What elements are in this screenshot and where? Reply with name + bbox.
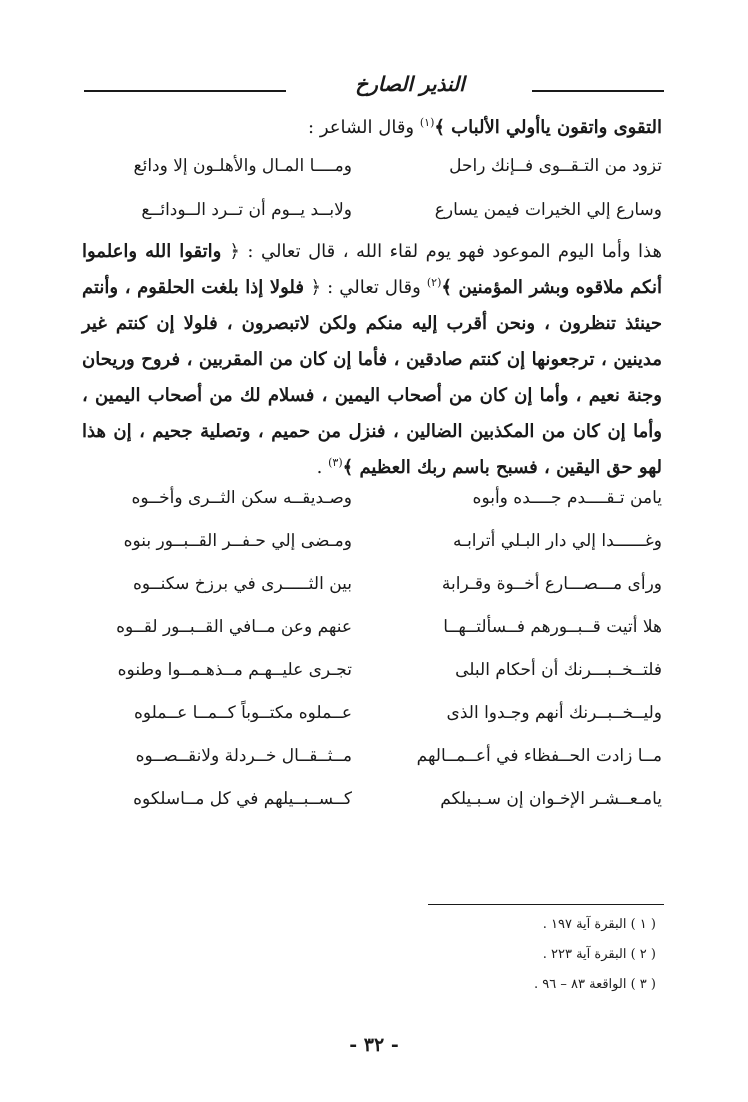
verse-first-hemistich: وليــخــبــرنك أنهم وجـدوا الذى [446, 703, 662, 723]
footnote-2: ( ٢ ) البقرة آية ٢٢٣ . [542, 947, 656, 962]
header-rule-right [532, 90, 664, 92]
poem-verse [82, 200, 662, 230]
footnote-ref-1: (١) [419, 116, 435, 129]
quran-verse: واتقوا الله واعلموا أنكم ملاقوه وبشر المؤمنين ﴾ [82, 241, 662, 298]
paragraph-intro [82, 110, 662, 146]
poem-verse [82, 617, 662, 647]
footnote-ref-2: (٢) [426, 276, 442, 289]
paragraph-quran [82, 234, 662, 486]
verse-first-hemistich: وسارع إلي الخيرات فيمن يسارع [434, 200, 662, 220]
verse-first-hemistich: هلا أتيت قــبــورهم فــسألتــهــا [443, 617, 662, 637]
verse-first-hemistich: فلتــخــبـــرنك أن أحكام البلى [455, 660, 662, 680]
verse-first-hemistich: تزود من التـقــوى فــإنك راحل [449, 156, 662, 176]
paragraph-text: وقال الشاعر : [308, 117, 420, 138]
verse-second-hemistich: بين الثـــــرى في برزخ سكنــوه [132, 574, 352, 594]
footnote-separator [428, 904, 664, 905]
paragraph-text: . [316, 457, 329, 478]
paragraph-text: هذا وأما اليوم الموعود فهو يوم لقاء الله ، قال تعالي : ﴿ [229, 241, 662, 262]
verse-first-hemistich: يامـعــشـر الإخـوان إن سـبـيلكم [440, 789, 662, 809]
paragraph-text: وقال تعالي : ﴿ [310, 277, 427, 298]
poem-verse [82, 660, 662, 690]
verse-second-hemistich: عنهم وعن مــافي القــبــور لقــوه [116, 617, 352, 637]
verse-second-hemistich: عــملوه مكتــوباً كــمــا عــملوه [133, 703, 352, 723]
poem-verse [82, 746, 662, 776]
poem-verse [82, 574, 662, 604]
running-header [84, 68, 664, 102]
verse-second-hemistich: ومـضى إلي حـفــر القــبــور بنوه [123, 531, 352, 551]
verse-first-hemistich: ورأى مـــصـــارع أخــوة وقـرابة [441, 574, 662, 594]
verse-second-hemistich: ولابــد يــوم أن تــرد الــودائــع [141, 200, 352, 220]
header-title: النذير الصارخ [355, 72, 465, 96]
page-number: - ٣٢ - [349, 1034, 399, 1056]
verse-second-hemistich: ومــــا المـال والأهلـون إلا ودائع [133, 156, 352, 176]
verse-first-hemistich: مــا زادت الحــفظاء في أعــمــالهم [416, 746, 662, 766]
poem-verse [82, 531, 662, 561]
verse-second-hemistich: وصـديقــه سكن الثــرى وأخــوه [131, 488, 352, 508]
poem-verse [82, 156, 662, 186]
verse-second-hemistich: كــســبــيلهم في كل مــاسلكوه [133, 789, 352, 809]
quran-verse: فلولا إذا بلغت الحلقوم ، وأنتم حينئذ تنظرون ، ونحن أقرب إليه منكم ولكن لاتبصرون ، فلولا إن كنتم غير مدينين ، ترجعونها إن كنتم صادقين ، فأما إن كان من المقربين ، فروح وريحان وجنة نعيم ، وأما إن كان من أصحاب اليمين ، فسلام لك من أصحاب اليمين ، وأما إن كان من المكذبين الضالين ، فنزل من حميم ، وتصلية جحيم ، إن هذا لهو حق اليقين ، فسبح باسم ربك العظيم ﴾ [82, 277, 662, 478]
footnote-3: ( ٣ ) الواقعة ٨٣ – ٩٦ . [534, 977, 656, 992]
poem-verse [82, 703, 662, 733]
footnote-1: ( ١ ) البقرة آية ١٩٧ . [542, 917, 656, 932]
verse-second-hemistich: تجـرى عليــهـم مــذهـمــوا وطنوه [117, 660, 352, 680]
footnote-ref-3: (٣) [328, 456, 343, 469]
poem-verse [82, 488, 662, 518]
quran-verse-end: التقوى واتقون ياأولي الألباب ﴾ [434, 117, 662, 138]
verse-first-hemistich: وغــــــدا إلي دار البـلي أترابـه [452, 531, 662, 551]
header-rule-left [84, 90, 286, 92]
verse-first-hemistich: يامن تـقــــدم جــــده وأبوه [472, 488, 662, 508]
verse-second-hemistich: مــثــقــال خــردلة ولانقــصــوه [135, 746, 352, 766]
footnotes [356, 910, 656, 1000]
poem-verse [82, 789, 662, 819]
